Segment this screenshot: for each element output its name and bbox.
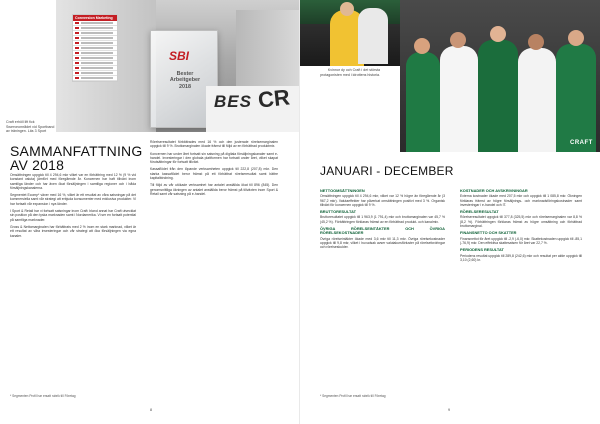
team-photo — [400, 0, 600, 152]
section-text: Finansnettot för året uppgick till -2,9 (-6,0) mkr. Skattekostnaden uppgick till -85,1 (-76,9) mkr. Den effektiva skattesatsen för året var 22,7 %. — [460, 236, 582, 245]
right-column-2 — [460, 186, 582, 391]
section-title: PERIODENS RESULTAT — [460, 247, 504, 253]
player-photo-small — [300, 0, 400, 66]
section-title: FINANSNETTO OCH SKATTER — [460, 230, 517, 236]
section-title: BRUTTORESULTAT — [320, 209, 357, 215]
left-column-2 — [150, 140, 278, 360]
paragraph: Kassaflödet från den löpande verksamheten uppgick till 222,8 (207,8) mkr. Den starka kassaflödet beror främst på ett förbättrat rörelseresultat samt bättre kapitalbindning. — [150, 167, 278, 181]
right-column-1 — [320, 186, 445, 391]
photo-caption: Craft erhöll lift fick Swerveområdet vid Sportband av träningen. Läs 3 Sport — [6, 120, 55, 134]
award-box-header: Conversion Marketing — [73, 15, 117, 21]
footnote: * Segmenten Profil har ersatt rubrik till Företag — [10, 394, 76, 398]
period-heading: JANUARI - DECEMBER — [320, 164, 454, 178]
craft-logo: CRAFT — [570, 140, 593, 146]
section-title: RÖRELSERESULTAT — [460, 209, 499, 215]
section-text: Rörelseresultatet uppgick till 377,8 (325,5) mkr och rörelsemarginalen var 8,8 % (8,2 %). Förbättringen förklaras främst av högre omsättning och förbättrad bruttomarginal. — [460, 215, 582, 229]
section-text: Periodens resultat uppgick till 289,8 (242,6) mkr och resultat per aktie uppgick till 3,10 (2,60) kr. — [460, 253, 582, 262]
page-number: 9 — [448, 408, 450, 412]
paragraph: Koncernen har under året fortsatt sin satsning på digitala försäljningskanaler samt e-handel. Investeringar i den globala plattformen har fortsatt under året, vilket skapat förutsättningar för fortsatt tillväxt. — [150, 151, 278, 165]
right-page — [300, 0, 600, 424]
section-title: ÖVRIGA RÖRELSEINTÄKTER OCH ÖVRIGA RÖRELSEKOSTNADER — [320, 226, 445, 236]
page-number: 8 — [150, 408, 152, 412]
paragraph: Segmentet Ecomp* växer med 16 %, vilket är ett resultat av våra satsningar på det kommersiella samt vår strategi att erbjuda konsumenter med exklusiva produkter. Vi har fortsatt vår expansion i nya länder. — [10, 193, 136, 206]
summary-heading-line2: AV 2018 — [10, 157, 65, 173]
jersey-graphic: BES CR — [206, 86, 300, 132]
section-title: KOSTNADER OCH AVSKRIVNINGAR — [460, 188, 528, 193]
award-box — [72, 14, 118, 82]
summary-heading-line1: SAMMANFATTNING — [10, 143, 143, 159]
section-title: NETTOOMSÄTTNINGEN — [320, 188, 365, 193]
summary-heading — [10, 144, 142, 172]
left-column-1 — [10, 173, 136, 391]
footnote: * Segmenten Profil har ersatt rubrik till Företag — [320, 394, 386, 398]
section-text: Bruttoresultatet uppgick till 1 963,9 (1 791,4) mkr och bruttomarginalen var 45,7 % (45,2 %). Förbättringen förklaras främst av en förbättrad produkt- och kanalmix. — [320, 215, 445, 224]
paragraph: Omsättningen uppgick till 4 294,6 mkr vilket var en förbättring med 12 % (9 % vid konstant valuta) jämfört med föregående år. Koncernen har haft tillväxt inom samtliga länder och har även ökat försäljningen i samtliga regioner och i båda försäljningskanalerna. — [10, 173, 136, 190]
section-text: Övriga rörelseintäkter ökade med 3,6 mkr till 11,3 mkr. Övriga rörelsekostnader uppgick till 9,8 mkr, vilket i huvudsak avser valutakursförluster på rörelsefordringar och rörelseskulder. — [320, 236, 445, 250]
section-text: Omsättningen uppgick till 4 294,6 mkr, vilket var 12 % högre än föregående år (3 967,2 mkr). Valutaeffekter har påverkat omsättningen positivt med 3 %. Organisk tillväxt för koncernen uppgick till 9 %. — [320, 194, 445, 207]
trophy-brand: SBI — [169, 49, 190, 63]
paragraph: Till följd av vår utökade verksamhet har antalet anställda ökat till 896 (845). Den genomsnittliga ökningen av antalet anställda beror främst på tillväxten inom Sport & Retail samt vår satsning på e-handel. — [150, 183, 278, 196]
trophy-label: Bester Arbeitgeber 2018 — [169, 71, 201, 90]
paragraph: Rörelseresultatet förbättrades med 16 % och den justerade rörelsemarginalen uppgick till 9 %. Bruttomarginalen ökade främst till följd av en förbättrad produktmix. — [150, 140, 278, 149]
section-text: Externa kostnader ökade med 207,5 mkr och uppgick till 1 085,8 mkr. Ökningen förklaras främst av högre försäljnings- och marknadsföringskostnader samt investeringar i e-handel och IT. — [460, 194, 582, 207]
paragraph: Gross & Nettomarginalen har förbättrats med 2 % inom en stark marknad, vilket är ett resultat av våra investeringar och vår strategi att öka försäljningen via egna kanaler. — [10, 224, 136, 238]
trophy-photo — [56, 0, 300, 132]
paragraph: I Sport & Retail har vi fortsatt satsningar inom Craft: bland annat har Craft utvecklat sin position på den tyska marknaden samt i Nordamerika. Vi ser en fortsatt potential på samtliga marknader. — [10, 209, 136, 222]
photo-caption: Kvinnor dy och Craft i det största protagonisten med i idrottens historia. — [320, 68, 380, 77]
